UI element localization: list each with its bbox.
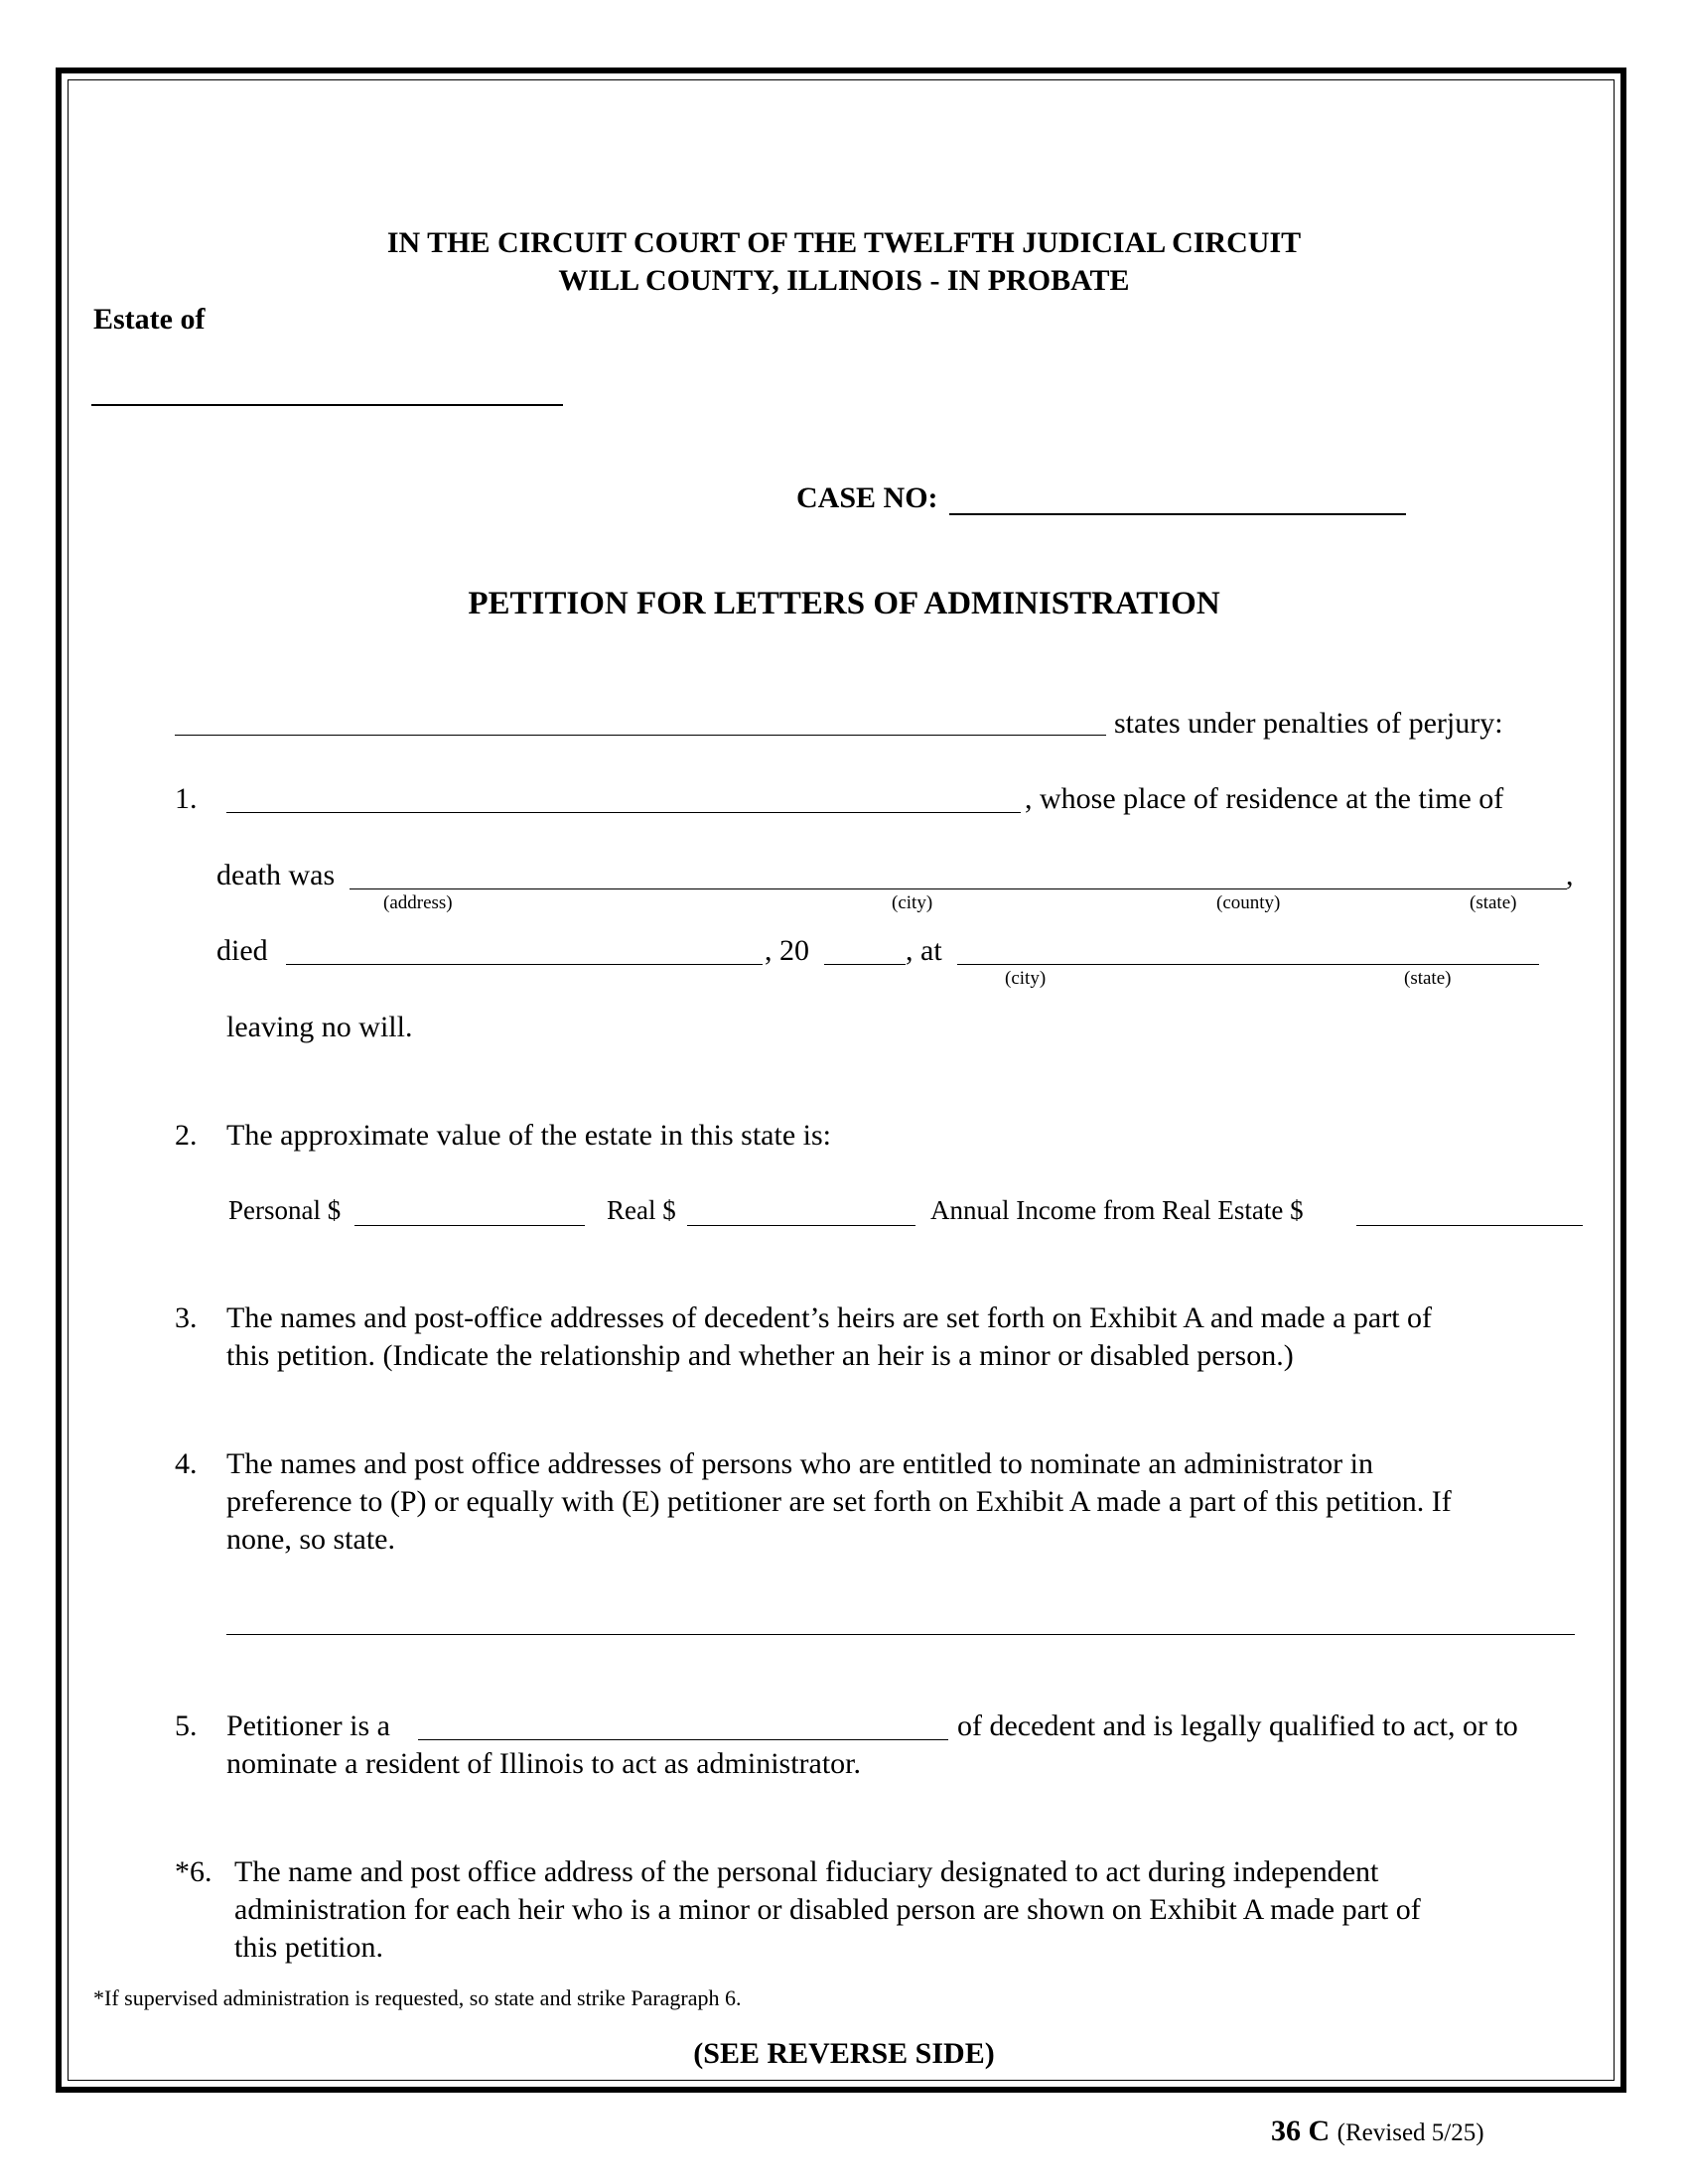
paragraph-6-number: *6. — [175, 1855, 212, 1888]
residence-comma: , — [1566, 859, 1574, 891]
paragraph-5-pre: Petitioner is a — [226, 1709, 390, 1742]
paragraph-1-number: 1. — [175, 782, 198, 815]
real-label: Real $ — [607, 1195, 676, 1225]
death-was-label: death was — [216, 859, 336, 891]
paragraph-3-number: 3. — [175, 1301, 198, 1334]
paragraph-6-line1: The name and post office address of the personal fiduciary designated to act during independent — [234, 1855, 1379, 1888]
place-of-death-field[interactable] — [957, 964, 1539, 965]
year-of-death-field[interactable] — [824, 964, 906, 965]
decedent-name-field[interactable] — [226, 812, 1021, 813]
paragraph-4-number: 4. — [175, 1447, 198, 1480]
at-label: , at — [906, 934, 942, 967]
paragraph-2-text: The approximate value of the estate in this state is: — [226, 1119, 831, 1152]
case-no-field[interactable] — [949, 513, 1406, 515]
caption-state-2: (state) — [1404, 968, 1452, 989]
annual-income-field[interactable] — [1356, 1225, 1583, 1226]
see-reverse-side: (SEE REVERSE SIDE) — [693, 2037, 995, 2070]
footnote: *If supervised administration is requested, so state and strike Paragraph 6. — [93, 1985, 742, 2010]
annual-income-label: Annual Income from Real Estate $ — [930, 1195, 1304, 1225]
petitioner-name-field[interactable] — [175, 735, 1106, 736]
paragraph-4-line1: The names and post office addresses of persons who are entitled to nominate an administrator in — [226, 1447, 1373, 1480]
paragraph-5-number: 5. — [175, 1709, 198, 1742]
caption-county: (county) — [1216, 892, 1281, 913]
court-title-line2: WILL COUNTY, ILLINOIS - IN PROBATE — [558, 264, 1130, 297]
case-no-label: CASE NO: — [796, 481, 938, 514]
residence-address-field[interactable] — [350, 888, 1567, 889]
paragraph-3-line2: this petition. (Indicate the relationship and whether an heir is a minor or disabled person.) — [226, 1339, 1294, 1372]
paragraph-2-number: 2. — [175, 1119, 198, 1152]
date-of-death-field[interactable] — [286, 964, 763, 965]
estate-of-label: Estate of — [93, 303, 206, 336]
paragraph-5-line2: nominate a resident of Illinois to act as administrator. — [226, 1747, 862, 1780]
personal-label: Personal $ — [228, 1195, 342, 1225]
died-label: died — [216, 934, 268, 967]
leaving-no-will: leaving no will. — [226, 1011, 413, 1043]
caption-city: (city) — [892, 892, 933, 913]
paragraph-6-line2: administration for each heir who is a minor or disabled person are shown on Exhibit A made part of — [234, 1893, 1421, 1926]
paragraph-4-answer-field[interactable] — [226, 1634, 1575, 1635]
real-value-field[interactable] — [687, 1225, 915, 1226]
personal-value-field[interactable] — [354, 1225, 585, 1226]
court-title-line1: IN THE CIRCUIT COURT OF THE TWELFTH JUDICIAL CIRCUIT — [386, 226, 1302, 259]
paragraph-4-line2: preference to (P) or equally with (E) petitioner are set forth on Exhibit A made a part of this petition. If — [226, 1485, 1452, 1518]
relationship-field[interactable] — [418, 1739, 948, 1740]
year-prefix: , 20 — [765, 934, 809, 967]
caption-city-2: (city) — [1005, 968, 1047, 989]
paragraph-5-post: of decedent and is legally qualified to act, or to — [957, 1709, 1518, 1742]
form-number-line — [1271, 2115, 1484, 2148]
intro-text: states under penalties of perjury: — [1114, 707, 1503, 740]
paragraph-3-line1: The names and post-office addresses of decedent’s heirs are set forth on Exhibit A and made a part of — [226, 1301, 1433, 1334]
form-number: 36 C — [1271, 2115, 1331, 2147]
caption-state: (state) — [1470, 892, 1517, 913]
paragraph-6-line3: this petition. — [234, 1931, 383, 1964]
caption-address: (address) — [383, 892, 453, 913]
estate-name-field[interactable] — [91, 404, 563, 406]
form-title: PETITION FOR LETTERS OF ADMINISTRATION — [468, 586, 1220, 621]
revised-date: (Revised 5/25) — [1336, 2119, 1484, 2146]
residence-text: , whose place of residence at the time of — [1025, 782, 1504, 815]
paragraph-4-line3: none, so state. — [226, 1523, 395, 1556]
